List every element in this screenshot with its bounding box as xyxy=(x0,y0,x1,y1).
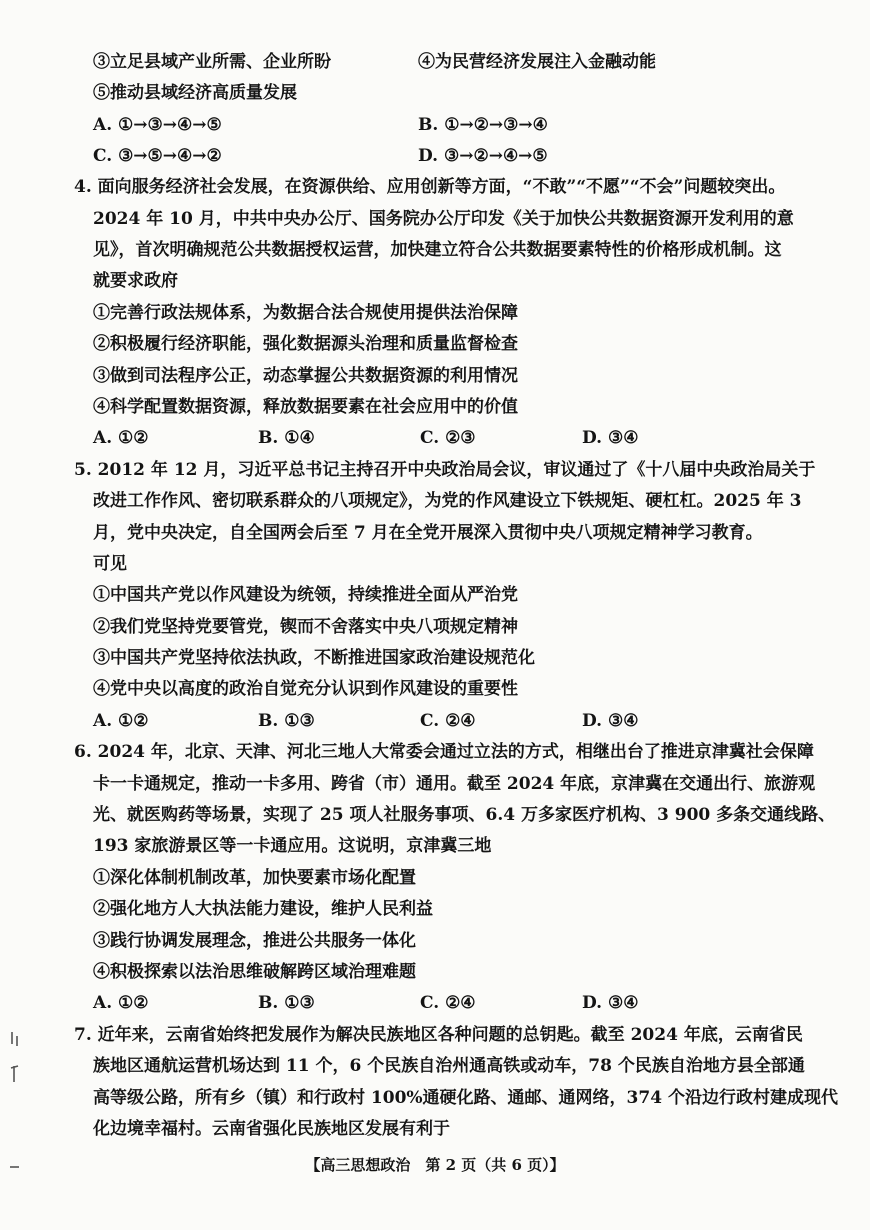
q4-stem-line: 2024 年 10 月，中共中央办公厅、国务院办公厅印发《关于加快公共数据资源开发利用的意 xyxy=(93,209,794,229)
q3-option-a: A. ①→③→④→⑤ xyxy=(93,115,222,135)
q4-stem-line: 4. 面向服务经济社会发展，在资源供给、应用创新等方面，“不敢”“不愿”“不会”问题较突出。 xyxy=(74,177,786,197)
q4-item: ③做到司法程序公正，动态掌握公共数据资源的利用情况 xyxy=(93,366,518,386)
q5-stem-line: 改进工作作风、密切联系群众的八项规定》，为党的作风建设立下铁规矩、硬杠杠。2025 年 3 xyxy=(93,491,802,511)
q6-option-d: D. ③④ xyxy=(582,993,639,1013)
q7-stem-line: 高等级公路，所有乡（镇）和行政村 100%通硬化路、通邮、通网络，374 个沿边行政村建成现代 xyxy=(93,1088,838,1108)
q7-stem-line: 7. 近年来，云南省始终把发展作为解决民族地区各种问题的总钥匙。截至 2024 年底，云南省民 xyxy=(74,1025,803,1045)
q5-stem-line: 可见 xyxy=(93,554,127,574)
crop-mark-icon xyxy=(8,1164,22,1170)
q4-stem-line: 就要求政府 xyxy=(93,271,178,291)
q6-item: ①深化体制机制改革，加快要素市场化配置 xyxy=(93,868,416,888)
q3-item-3: ③立足县域产业所需、企业所盼 xyxy=(93,52,331,72)
q5-item: ②我们党坚持党要管党，锲而不舍落实中央八项规定精神 xyxy=(93,617,518,637)
q6-option-a: A. ①② xyxy=(93,993,149,1013)
q5-item: ④党中央以高度的政治自觉充分认识到作风建设的重要性 xyxy=(93,679,518,699)
q4-item: ①完善行政法规体系，为数据合法合规使用提供法治保障 xyxy=(93,303,518,323)
q5-option-b: B. ①③ xyxy=(258,711,315,731)
q4-item: ②积极履行经济职能，强化数据源头治理和质量监督检查 xyxy=(93,334,518,354)
q6-option-b: B. ①③ xyxy=(258,993,315,1013)
q4-item: ④科学配置数据资源，释放数据要素在社会应用中的价值 xyxy=(93,397,518,417)
binding-mark-icon xyxy=(8,1030,22,1090)
q6-item: ④积极探索以法治思维破解跨区域治理难题 xyxy=(93,962,416,982)
q3-item-5: ⑤推动县域经济高质量发展 xyxy=(93,83,297,103)
q6-item: ③践行协调发展理念，推进公共服务一体化 xyxy=(93,931,416,951)
q5-item: ①中国共产党以作风建设为统领，持续推进全面从严治党 xyxy=(93,585,518,605)
q4-option-a: A. ①② xyxy=(93,428,149,448)
q5-stem-line: 月，党中央决定，自全国两会后至 7 月在全党开展深入贯彻中央八项规定精神学习教育。 xyxy=(93,523,763,543)
q4-stem-line: 见》，首次明确规范公共数据授权运营，加快建立符合公共数据要素特性的价格形成机制。这 xyxy=(93,240,782,260)
q7-stem-line: 化边境幸福村。云南省强化民族地区发展有利于 xyxy=(93,1119,450,1139)
q3-item-4: ④为民营经济发展注入金融动能 xyxy=(418,52,656,72)
q5-option-a: A. ①② xyxy=(93,711,149,731)
q3-option-b: B. ①→②→③→④ xyxy=(418,115,548,135)
q4-option-b: B. ①④ xyxy=(258,428,315,448)
q5-item: ③中国共产党坚持依法执政，不断推进国家政治建设规范化 xyxy=(93,648,535,668)
q5-stem-line: 5. 2012 年 12 月，习近平总书记主持召开中央政治局会议，审议通过了《十八届中央政治局关于 xyxy=(74,460,816,480)
q5-option-d: D. ③④ xyxy=(582,711,639,731)
q6-stem-line: 193 家旅游景区等一卡通应用。这说明，京津冀三地 xyxy=(93,836,492,856)
q4-option-c: C. ②③ xyxy=(420,428,476,448)
q4-option-d: D. ③④ xyxy=(582,428,639,448)
q6-option-c: C. ②④ xyxy=(420,993,476,1013)
q5-option-c: C. ②④ xyxy=(420,711,476,731)
q3-option-d: D. ③→②→④→⑤ xyxy=(418,146,548,166)
q7-stem-line: 族地区通航运营机场达到 11 个，6 个民族自治州通高铁或动车，78 个民族自治地方县全部通 xyxy=(93,1056,805,1076)
q6-item: ②强化地方人大执法能力建设，维护人民利益 xyxy=(93,899,433,919)
q6-stem-line: 卡一卡通规定，推动一卡多用、跨省（市）通用。截至 2024 年底，京津冀在交通出行、旅游观 xyxy=(93,774,816,794)
q6-stem-line: 光、就医购药等场景，实现了 25 项人社服务事项、6.4 万多家医疗机构、3 900 多条交通线路、 xyxy=(93,805,836,825)
q6-stem-line: 6. 2024 年，北京、天津、河北三地人大常委会通过立法的方式，相继出台了推进京津冀社会保障 xyxy=(74,742,814,762)
page-footer: 【高三思想政治 第 2 页（共 6 页）】 xyxy=(305,1156,565,1174)
q3-option-c: C. ③→⑤→④→② xyxy=(93,146,222,166)
